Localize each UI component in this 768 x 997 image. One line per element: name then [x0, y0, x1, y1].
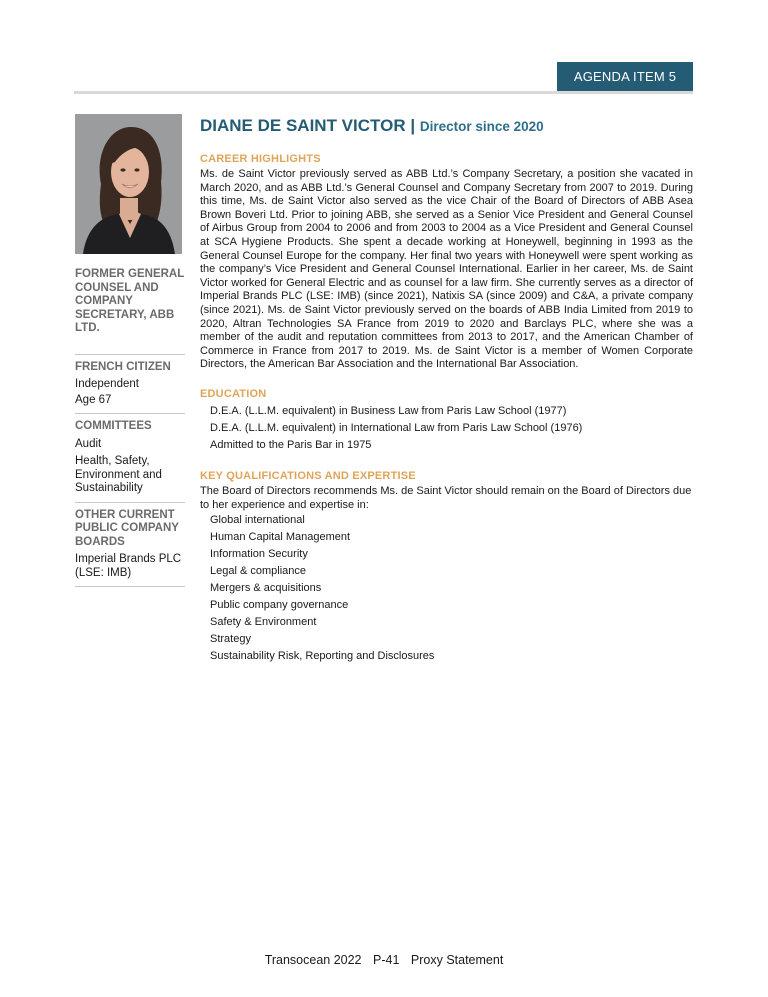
header-divider [74, 91, 693, 94]
list-item: Information Security [210, 548, 308, 561]
committees-heading: COMMITTEES [75, 420, 152, 432]
list-item: Mergers & acquisitions [210, 582, 322, 595]
committee-item: Audit [75, 437, 102, 450]
board-item: Imperial Brands PLC (LSE: IMB) [75, 553, 182, 579]
education-heading: EDUCATION [200, 387, 267, 400]
director-portrait-icon [75, 114, 182, 254]
independence-status: Independent [75, 378, 139, 390]
footer-page-number: P-41 [373, 953, 400, 967]
list-item: D.E.A. (L.L.M. equivalent) in International Law from Paris Law School (1976) [210, 421, 583, 434]
agenda-item-tab: AGENDA ITEM 5 [557, 62, 693, 91]
list-item: Strategy [210, 633, 251, 646]
list-item: Safety & Environment [210, 616, 317, 629]
list-item: Global international [210, 514, 305, 527]
name-separator: | [410, 116, 416, 135]
boards-heading: OTHER CURRENT PUBLIC COMPANY BOARDS [75, 508, 179, 548]
director-name: DIANE DE SAINT VICTOR [200, 116, 406, 135]
qualifications-list [200, 512, 693, 665]
director-profile [200, 115, 693, 665]
list-item: Legal & compliance [210, 565, 307, 578]
list-item: Sustainability Risk, Reporting and Disclosures [210, 650, 435, 663]
footer-company: Transocean 2022 [264, 953, 362, 967]
education-list [200, 403, 693, 454]
director-sidebar [75, 268, 185, 593]
career-heading: CAREER HIGHLIGHTS [200, 153, 321, 165]
sidebar-divider [75, 413, 185, 414]
footer-document: Proxy Statement [410, 953, 504, 967]
director-since: Director since 2020 [419, 119, 544, 134]
career-text: Ms. de Saint Victor previously served as ABB Ltd.’s Company Secretary, a position she vacated in March 2020, and as ABB Ltd.’s General Counsel and Company Secretary from 2007 to 2019. During this time, Ms. de Saint Victor also served as the vice Chair of the Board of Directors of ABB Asea Brown Boveri Ltd. Prior to joining ABB, she served as a Senior Vice President and General Counsel of Airbus Group from 2004 to 2006 and from 2003 to 2004 as a Vice President and General Counsel at SCA Hygiene Products. She spent a decade working at Honeywell, beginning in 1993 as the General Counsel Europe for the company. Her final two years with Honeywell were spent working as the company’s Vice President and General Counsel International. Earlier in her career, Ms. de Saint Victor worked for General Electric and as counsel for a law firm. She currently serves as a director of Imperial Brands PLC (LSE: IMB) (since 2021), Natixis SA (since 2009) and C&A, a private company (since 2021). Ms. de Saint Victor previously served on the boards of ABB India Limited from 2019 to 2020, Altran Technologies SA France from 2019 to 2020 and Barclays PLC, where she was a member of the audit and reputation committees from 2013 to 2017, and the American Chamber of Commerce in France from 2017 to 2019. Ms. de Saint Victor is a member of Women Corporate Directors, the American Bar Association and the International Bar Association. [200, 168, 693, 371]
former-role: FORMER GENERAL COUNSEL AND COMPANY SECRETARY, ABB LTD. [75, 268, 185, 334]
director-age: Age 67 [75, 393, 112, 406]
page-footer [0, 953, 768, 967]
list-item: Public company governance [210, 599, 349, 612]
sidebar-divider [75, 502, 185, 503]
qualifications-heading: KEY QUALIFICATIONS AND EXPERTISE [200, 469, 416, 482]
list-item: Human Capital Management [210, 531, 351, 544]
citizenship: FRENCH CITIZEN [75, 360, 171, 373]
sidebar-divider [75, 354, 185, 355]
list-item: Admitted to the Paris Bar in 1975 [210, 438, 372, 451]
committee-item: Health, Safety, Environment and Sustainability [75, 455, 162, 494]
sidebar-divider [75, 586, 185, 587]
director-name-line [200, 115, 693, 138]
list-item: D.E.A. (L.L.M. equivalent) in Business Law from Paris Law School (1977) [210, 404, 567, 417]
qualifications-intro: The Board of Directors recommends Ms. de Saint Victor should remain on the Board of Directors due to her experience and expertise in: [200, 484, 692, 511]
